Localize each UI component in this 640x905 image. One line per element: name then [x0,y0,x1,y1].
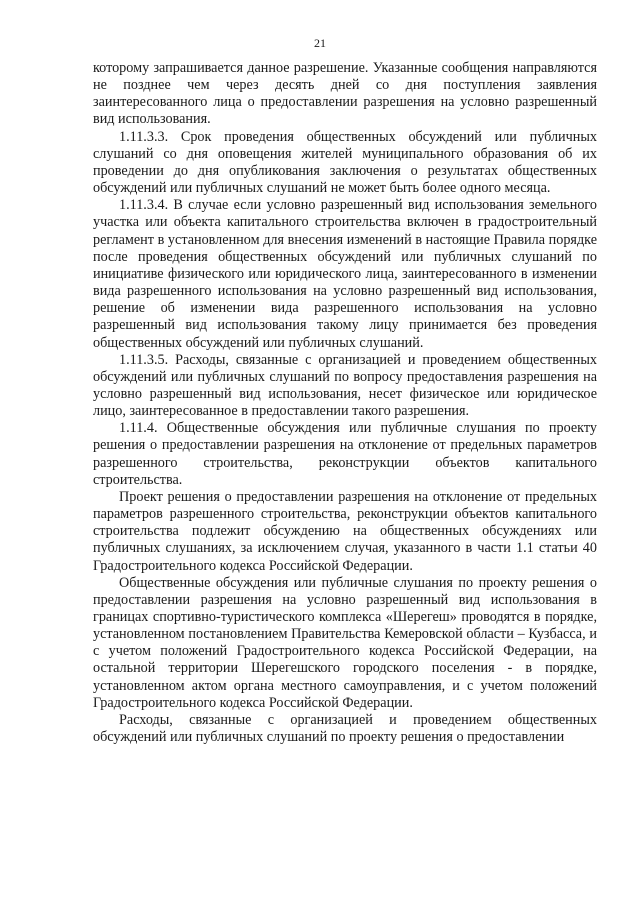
page-number: 21 [314,36,326,50]
paragraph-1-11-4: 1.11.4. Общественные обсуждения или публичные слушания по проекту решения о предоставлении разрешения на отклонение от предельных параметров разрешенного строительства, реконструкции объектов капитального строительства. [93,420,597,488]
paragraph-expenses: Расходы, связанные с организацией и проведением общественных обсуждений или публичных слушаний по проекту решения о предоставлении [93,711,597,746]
paragraph-deviation-project: Проект решения о предоставлении разрешения на отклонение от предельных параметров разрешенного строительства, реконструкции объектов капитального строительства подлежит обсуждению на общественных обсуждениях или публичных слушаниях, за исключением случая, указанного в части 1.1 статьи 40 Градостроительного кодекса Российской Федерации. [93,488,597,574]
paragraph-continuation: которому запрашивается данное разрешение. Указанные сообщения направляются не позднее чем через десять дней со дня поступления заявления заинтересованного лица о предоставлении разрешения на условно разрешенный вид использования. [93,60,597,128]
paragraph-1-11-3-3: 1.11.3.3. Срок проведения общественных обсуждений или публичных слушаний со дня оповещения жителей муниципального образования об их проведении до дня опубликования заключения о результатах общественных обсуждений или публичных слушаний не может быть более одного месяца. [93,128,597,197]
paragraph-1-11-3-4: 1.11.3.4. В случае если условно разрешенный вид использования земельного участка или объекта капитального строительства включен в градостроительный регламент в установленном для внесения изменений в настоящие Правила порядке после проведения общественных обсуждений или публичных слушаний по инициативе физического или юридического лица, заинтересованного в изменении вида разрешенного использования на условно разрешенный вид использования, решение об изменении вида разрешенного использования на условно разрешенный вид использования такому лицу принимается без проведения общественных обсуждений или публичных слушаний. [93,197,597,351]
paragraph-1-11-3-5: 1.11.3.5. Расходы, связанные с организацией и проведением общественных обсуждений или публичных слушаний по вопросу предоставления разрешения на условно разрешенный вид использования, несет физическое или юридическое лицо, заинтересованное в предоставлении такого разрешения. [93,351,597,420]
document-body [93,60,597,746]
paragraph-sheregesh-hearings: Общественные обсуждения или публичные слушания по проекту решения о предоставлении разрешения на условно разрешенный вид использования в границах спортивно-туристического комплекса «Шерегеш» проводятся в порядке, установленном постановлением Правительства Кемеровской области – Кузбасса, и с учетом положений Градостроительного кодекса Российской Федерации, на остальной территории Шерегешского городского поселения - в порядке, установленном актом органа местного самоуправления, и с учетом положений Градостроительного кодекса Российской Федерации. [93,574,597,711]
